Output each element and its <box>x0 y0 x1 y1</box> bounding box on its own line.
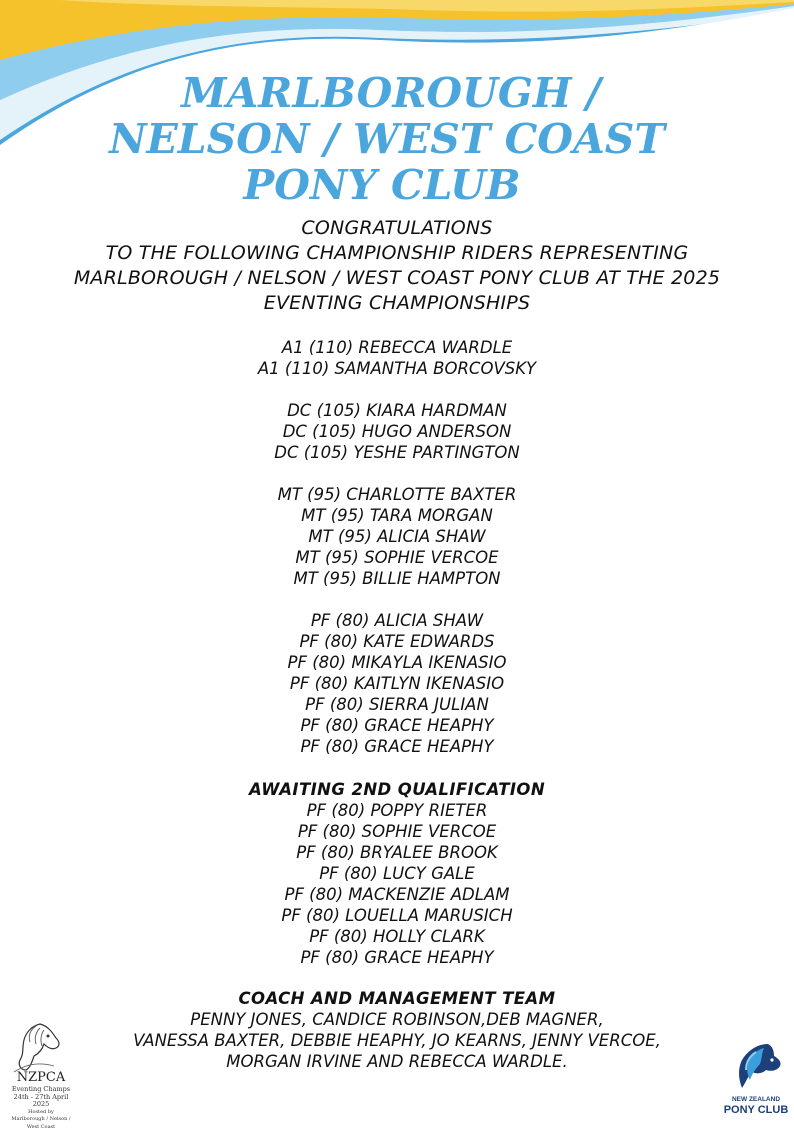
nzpca-subtitle <box>8 1086 74 1131</box>
coach-line: PENNY JONES, CANDICE ROBINSON,DEB MAGNER, <box>190 1010 604 1029</box>
title-line-3: PONY CLUB <box>243 161 521 209</box>
riders-list <box>0 337 794 778</box>
rider-entry: MT (95) CHARLOTTE BAXTER <box>277 485 517 504</box>
title-line-1: MARLBOROUGH / <box>181 69 601 117</box>
nzpca-sub-line: Marlborough / Nelson / West Coast <box>11 1116 71 1130</box>
coach-section <box>0 988 794 1072</box>
nzpca-sub-line: Hosted by <box>28 1108 54 1115</box>
rider-entry: DC (105) KIARA HARDMAN <box>287 401 507 420</box>
nz-pony-club-logo <box>722 1040 790 1120</box>
rider-entry: A1 (110) REBECCA WARDLE <box>281 338 513 357</box>
rider-entry: PF (80) LOUELLA MARUSICH <box>281 906 513 925</box>
nzpca-sub-line: Eventing Champs <box>11 1085 71 1093</box>
intro-line: MARLBOROUGH / NELSON / WEST COAST PONY CLUB AT THE 2025 <box>73 267 721 289</box>
horse-head-icon <box>728 1040 784 1094</box>
rider-entry: PF (80) HOLLY CLARK <box>309 927 485 946</box>
rider-entry: PF (80) ALICIA SHAW <box>310 611 484 630</box>
rider-entry: DC (105) HUGO ANDERSON <box>282 422 512 441</box>
coach-line: VANESSA BAXTER, DEBBIE HEAPHY, JO KEARNS, JENNY VERCOE, <box>133 1031 661 1050</box>
horse-head-icon <box>10 1020 68 1074</box>
title-line-2: NELSON / WEST COAST <box>109 115 665 163</box>
rider-entry: PF (80) POPPY RIETER <box>306 801 488 820</box>
rider-group-mt <box>0 484 794 589</box>
nzpc-top-text: NEW ZEALAND <box>731 1096 781 1103</box>
rider-entry: PF (80) LUCY GALE <box>319 864 475 883</box>
nzpc-name: PONY CLUB <box>723 1104 789 1116</box>
rider-entry: PF (80) GRACE HEAPHY <box>300 737 494 756</box>
nzpca-logo <box>8 1020 78 1130</box>
rider-entry: PF (80) GRACE HEAPHY <box>300 948 494 967</box>
rider-group-pf <box>0 610 794 757</box>
rider-entry: MT (95) ALICIA SHAW <box>308 527 486 546</box>
awaiting-heading: AWAITING 2ND QUALIFICATION <box>248 780 546 799</box>
rider-entry: DC (105) YESHE PARTINGTON <box>274 443 520 462</box>
intro-text <box>0 216 794 316</box>
awaiting-section <box>0 779 794 968</box>
intro-line: EVENTING CHAMPIONSHIPS <box>263 292 531 314</box>
nzpca-sub-line: 24th - 27th April 2025 <box>13 1092 69 1108</box>
intro-line: CONGRATULATIONS <box>301 217 493 239</box>
coach-heading: COACH AND MANAGEMENT TEAM <box>238 989 556 1008</box>
rider-entry: PF (80) KAITLYN IKENASIO <box>289 674 505 693</box>
rider-entry: PF (80) MIKAYLA IKENASIO <box>287 653 507 672</box>
rider-group-dc <box>0 400 794 463</box>
rider-entry: PF (80) GRACE HEAPHY <box>300 716 494 735</box>
rider-entry: PF (80) SIERRA JULIAN <box>305 695 489 714</box>
coach-line: MORGAN IRVINE AND REBECCA WARDLE. <box>226 1052 568 1071</box>
rider-entry: PF (80) BRYALEE BROOK <box>296 843 498 862</box>
rider-entry: MT (95) TARA MORGAN <box>301 506 493 525</box>
intro-line: TO THE FOLLOWING CHAMPIONSHIP RIDERS REPRESENTING <box>105 242 689 264</box>
page-title <box>0 70 794 208</box>
rider-entry: MT (95) BILLIE HAMPTON <box>293 569 501 588</box>
rider-entry: MT (95) SOPHIE VERCOE <box>295 548 499 567</box>
rider-entry: PF (80) SOPHIE VERCOE <box>297 822 497 841</box>
nzpca-name: NZPCA <box>16 1070 66 1085</box>
rider-group-a1 <box>0 337 794 379</box>
rider-entry: PF (80) MACKENZIE ADLAM <box>284 885 510 904</box>
rider-entry: A1 (110) SAMANTHA BORCOVSKY <box>257 359 537 378</box>
rider-entry: PF (80) KATE EDWARDS <box>299 632 495 651</box>
